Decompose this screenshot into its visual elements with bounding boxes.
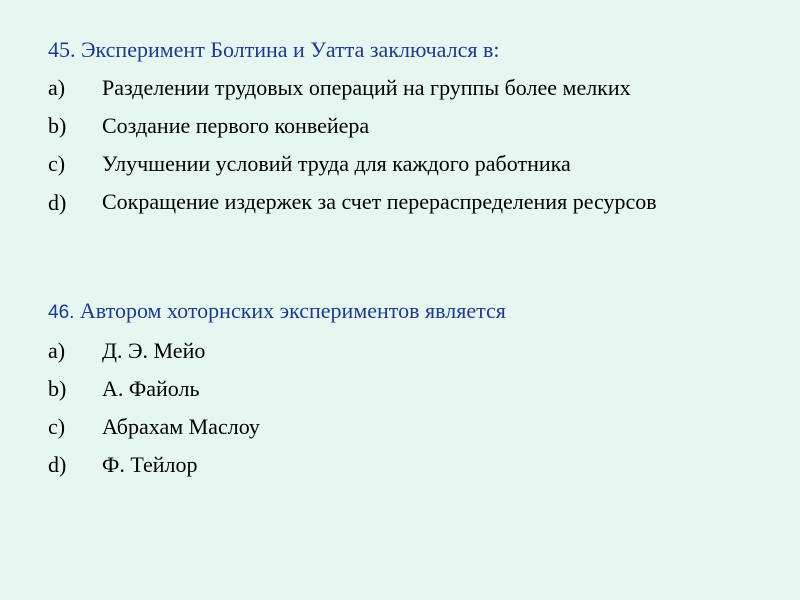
- option-letter: d): [48, 190, 67, 215]
- question-45-option-b: [48, 107, 752, 144]
- option-letter: d): [48, 452, 67, 477]
- question-text: Эксперимент Болтина и Уатта заключался в:: [81, 37, 500, 62]
- option-letter: c): [48, 414, 66, 439]
- option-text: А. Файоль: [102, 376, 200, 401]
- question-46-option-c: [48, 408, 752, 445]
- question-text: Автором хоторнских экспериментов является: [79, 298, 506, 323]
- option-letter: b): [48, 376, 67, 401]
- question-45-option-a: [48, 69, 752, 106]
- question-45-heading: [48, 37, 499, 63]
- option-text: Д. Э. Мейо: [102, 338, 206, 363]
- question-number: 45.: [48, 37, 76, 62]
- question-45-option-c: [48, 145, 752, 182]
- question-46-heading: [48, 298, 506, 326]
- option-text: Улучшении условий труда для каждого работника: [102, 151, 571, 176]
- option-text: Разделении трудовых операций на группы более мелких: [102, 75, 631, 100]
- option-letter: a): [48, 338, 66, 363]
- question-45-option-d: [48, 184, 752, 219]
- option-text: Ф. Тейлор: [102, 452, 198, 477]
- option-text: Сокращение издержек за счет перераспределения ресурсов: [102, 189, 657, 214]
- question-46-option-d: [48, 446, 752, 483]
- question-46-option-b: [48, 370, 752, 407]
- question-46-option-a: [48, 332, 752, 369]
- option-letter: b): [48, 113, 67, 138]
- option-text: Создание первого конвейера: [102, 113, 370, 138]
- option-letter: a): [48, 75, 66, 100]
- option-letter: c): [48, 151, 66, 176]
- option-text: Абрахам Маслоу: [102, 414, 260, 439]
- question-number: 46.: [48, 302, 75, 323]
